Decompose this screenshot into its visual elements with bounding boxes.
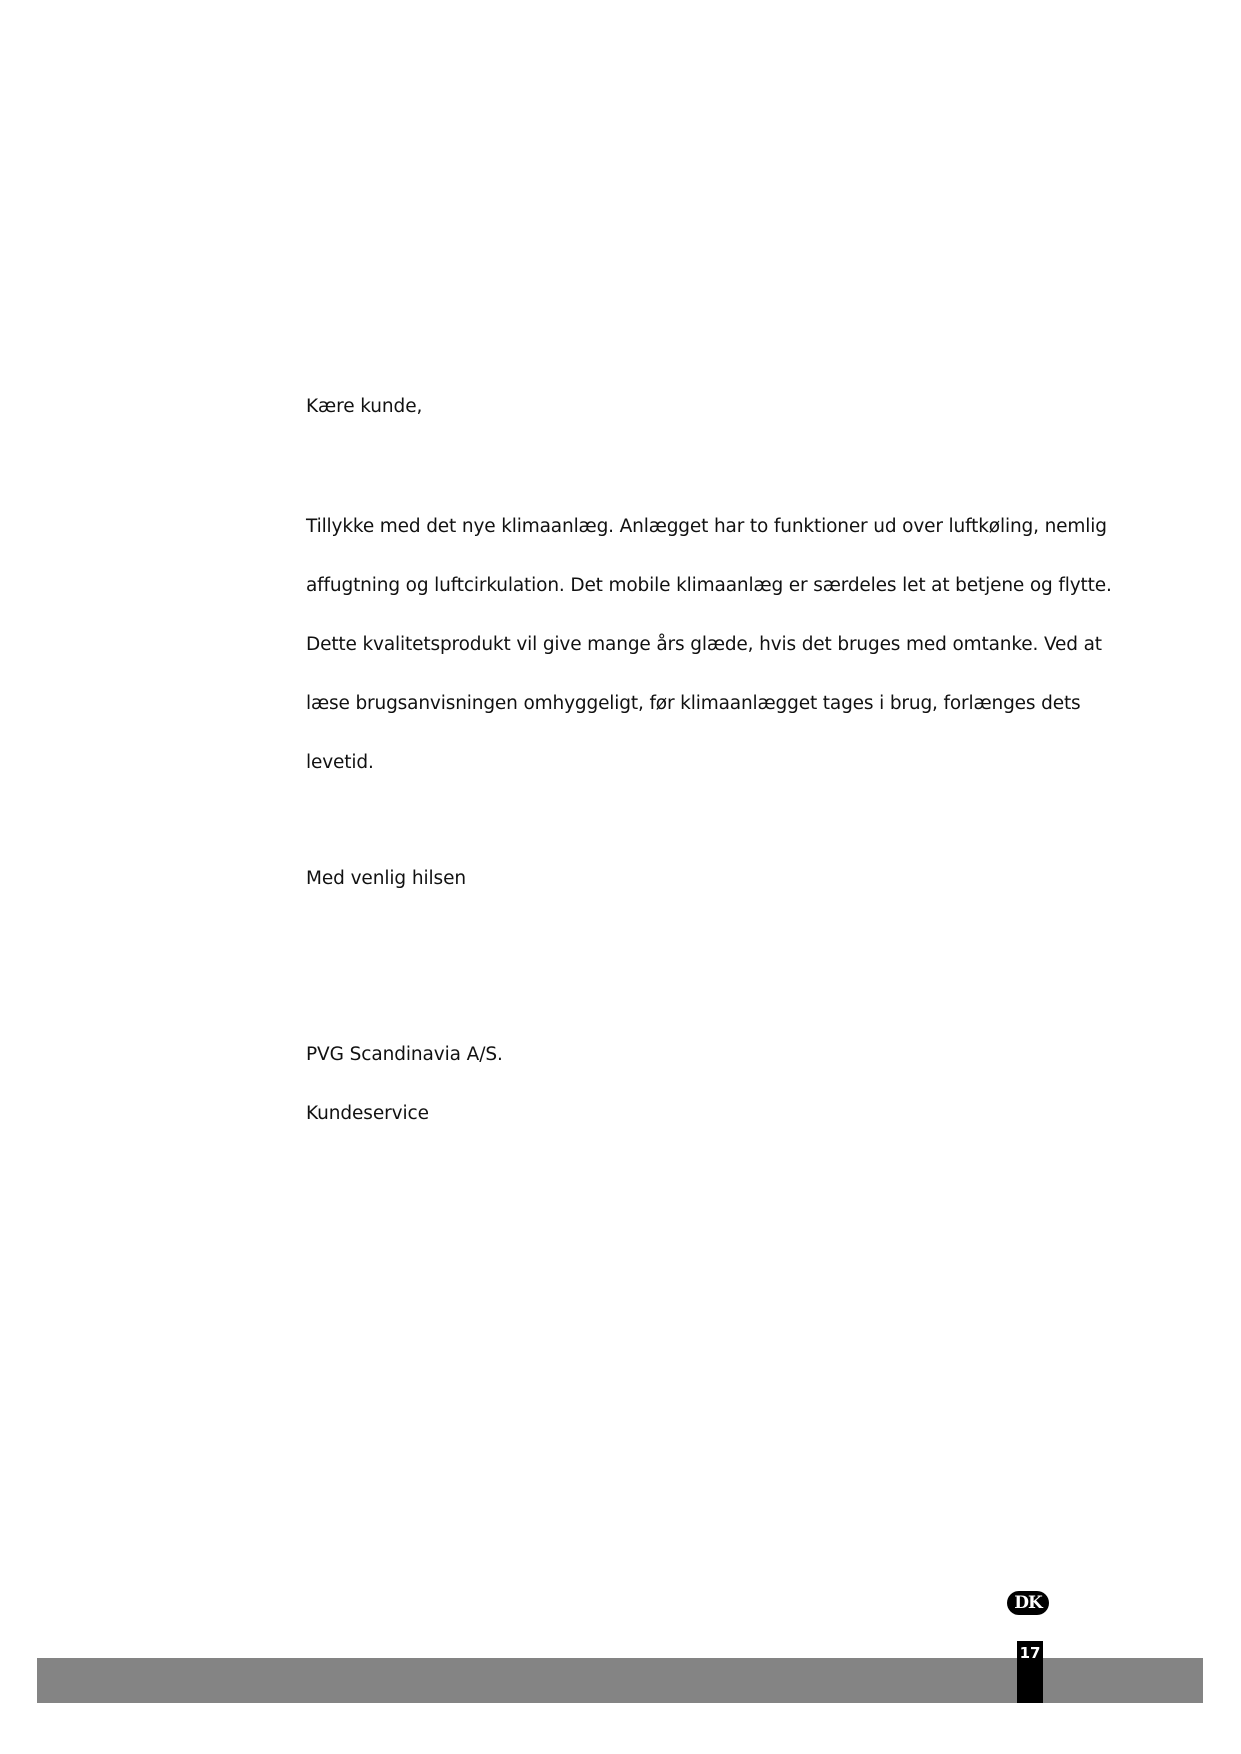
page-number: 17: [1017, 1641, 1043, 1703]
letter-body-line: affugtning og luftcirkulation. Det mobile klimaanlæg er særdeles let at betjene og flytte.: [306, 575, 1112, 596]
letter-body-line: levetid.: [306, 752, 374, 773]
letter-body-line: Dette kvalitetsprodukt vil give mange års glæde, hvis det bruges med omtanke. Ved at: [306, 634, 1102, 655]
department-name: Kundeservice: [306, 1103, 429, 1124]
letter-body-line: læse brugsanvisningen omhyggeligt, før klimaanlægget tages i brug, forlænges dets: [306, 693, 1081, 714]
letter-closing: Med venlig hilsen: [306, 868, 466, 889]
letter-body-line: Tillykke med det nye klimaanlæg. Anlægget har to funktioner ud over luftkøling, nemlig: [306, 516, 1107, 537]
letter-salutation: Kære kunde,: [306, 396, 423, 417]
company-name: PVG Scandinavia A/S.: [306, 1044, 503, 1065]
language-badge: DK: [1007, 1591, 1049, 1615]
letter-body: [306, 514, 1112, 809]
